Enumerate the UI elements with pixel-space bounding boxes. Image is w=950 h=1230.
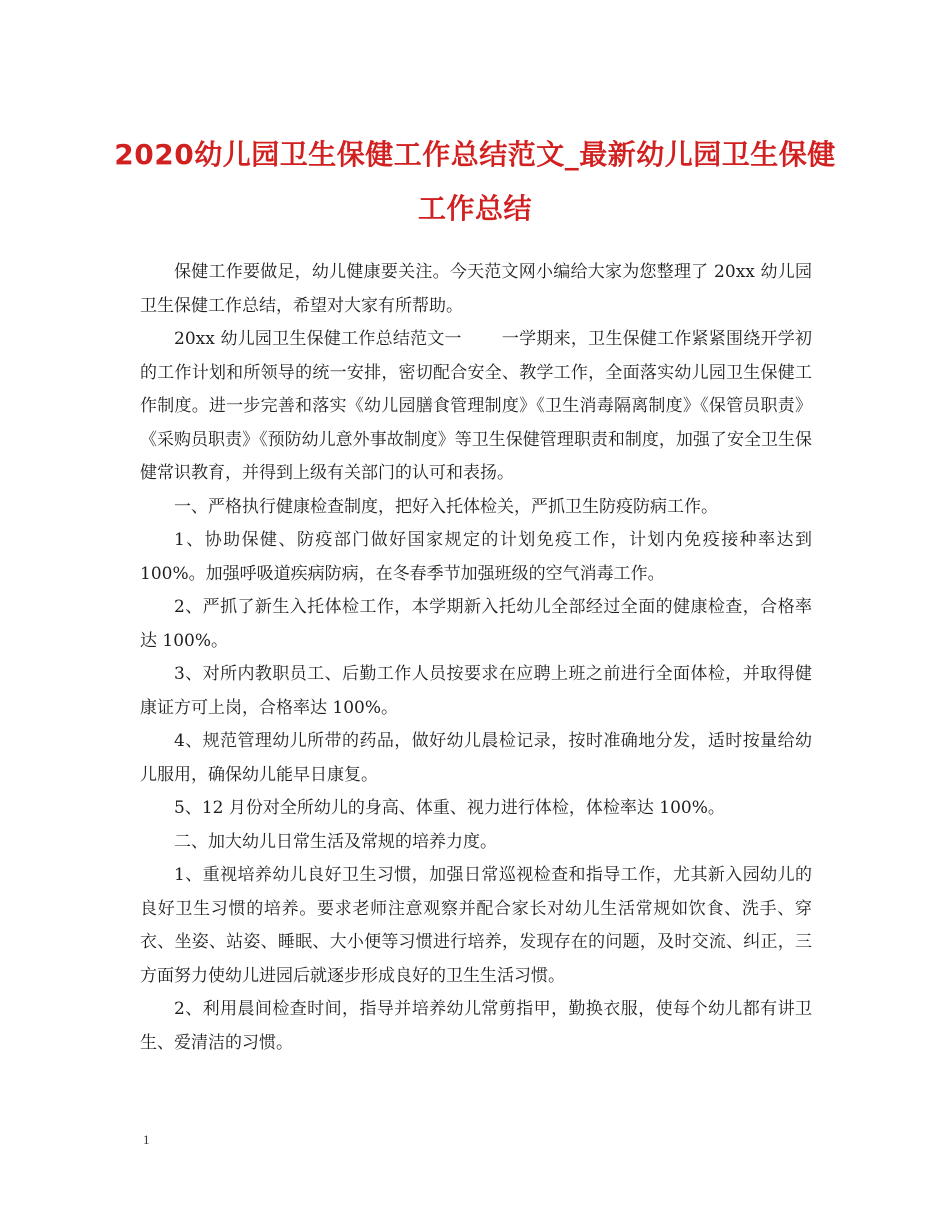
document-title: 2020幼儿园卫生保健工作总结范文_最新幼儿园卫生保健工作总结: [114, 138, 836, 225]
section-heading-1: 一、严格执行健康检查制度，把好入托体检关，严抓卫生防疫防病工作。: [174, 496, 718, 517]
paragraph-summary-intro: 20xx 幼儿园卫生保健工作总结范文一 一学期来，卫生保健工作紧紧围绕开学初的工作计划和所领导的统一安排，密切配合安全、教学工作，全面落实幼儿园卫生保健工作制度。进一步完善和落实《幼儿园膳食管理制度》《卫生消毒隔离制度》《保管员职责》《采购员职责》《预防幼儿意外事故制度》等卫生保健管理职责和制度，加强了安全卫生保健常识教育，并得到上级有关部门的认可和表扬。: [140, 329, 812, 483]
list-item: 2、利用晨间检查时间，指导并培养幼儿常剪指甲，勤换衣服，使每个幼儿都有讲卫生、爱清洁的习惯。: [140, 999, 812, 1053]
list-item: 3、对所内教职员工、后勤工作人员按要求在应聘上班之前进行全面体检，并取得健康证方可上岗，合格率达 100%。: [140, 664, 812, 718]
list-item: 1、协助保健、防疫部门做好国家规定的计划免疫工作，计划内免疫接种率达到 100%。加强呼吸道疾病防病，在冬春季节加强班级的空气消毒工作。: [140, 530, 812, 584]
paragraph-intro: 保健工作要做足，幼儿健康要关注。今天范文网小编给大家为您整理了 20xx 幼儿园卫生保健工作总结，希望对大家有所帮助。: [140, 262, 812, 316]
document-body: [140, 256, 812, 1060]
page-number: 1: [143, 1132, 150, 1147]
list-item: 1、重视培养幼儿良好卫生习惯，加强日常巡视检查和指导工作，尤其新入园幼儿的良好卫生习惯的培养。要求老师注意观察并配合家长对幼儿生活常规如饮食、洗手、穿衣、坐姿、站姿、睡眠、大小便等习惯进行培养，发现存在的问题，及时交流、纠正，三方面努力使幼儿进园后就逐步形成良好的卫生生活习惯。: [140, 865, 812, 986]
section-heading-2: 二、加大幼儿日常生活及常规的培养力度。: [174, 831, 497, 852]
list-item: 5、12 月份对全所幼儿的身高、体重、视力进行体检，体检率达 100%。: [174, 798, 725, 818]
list-item: 2、严抓了新生入托体检工作，本学期新入托幼儿全部经过全面的健康检查，合格率达 100%。: [140, 597, 812, 651]
list-item: 4、规范管理幼儿所带的药品，做好幼儿晨检记录，按时准确地分发，适时按量给幼儿服用，确保幼儿能早日康复。: [140, 731, 812, 785]
